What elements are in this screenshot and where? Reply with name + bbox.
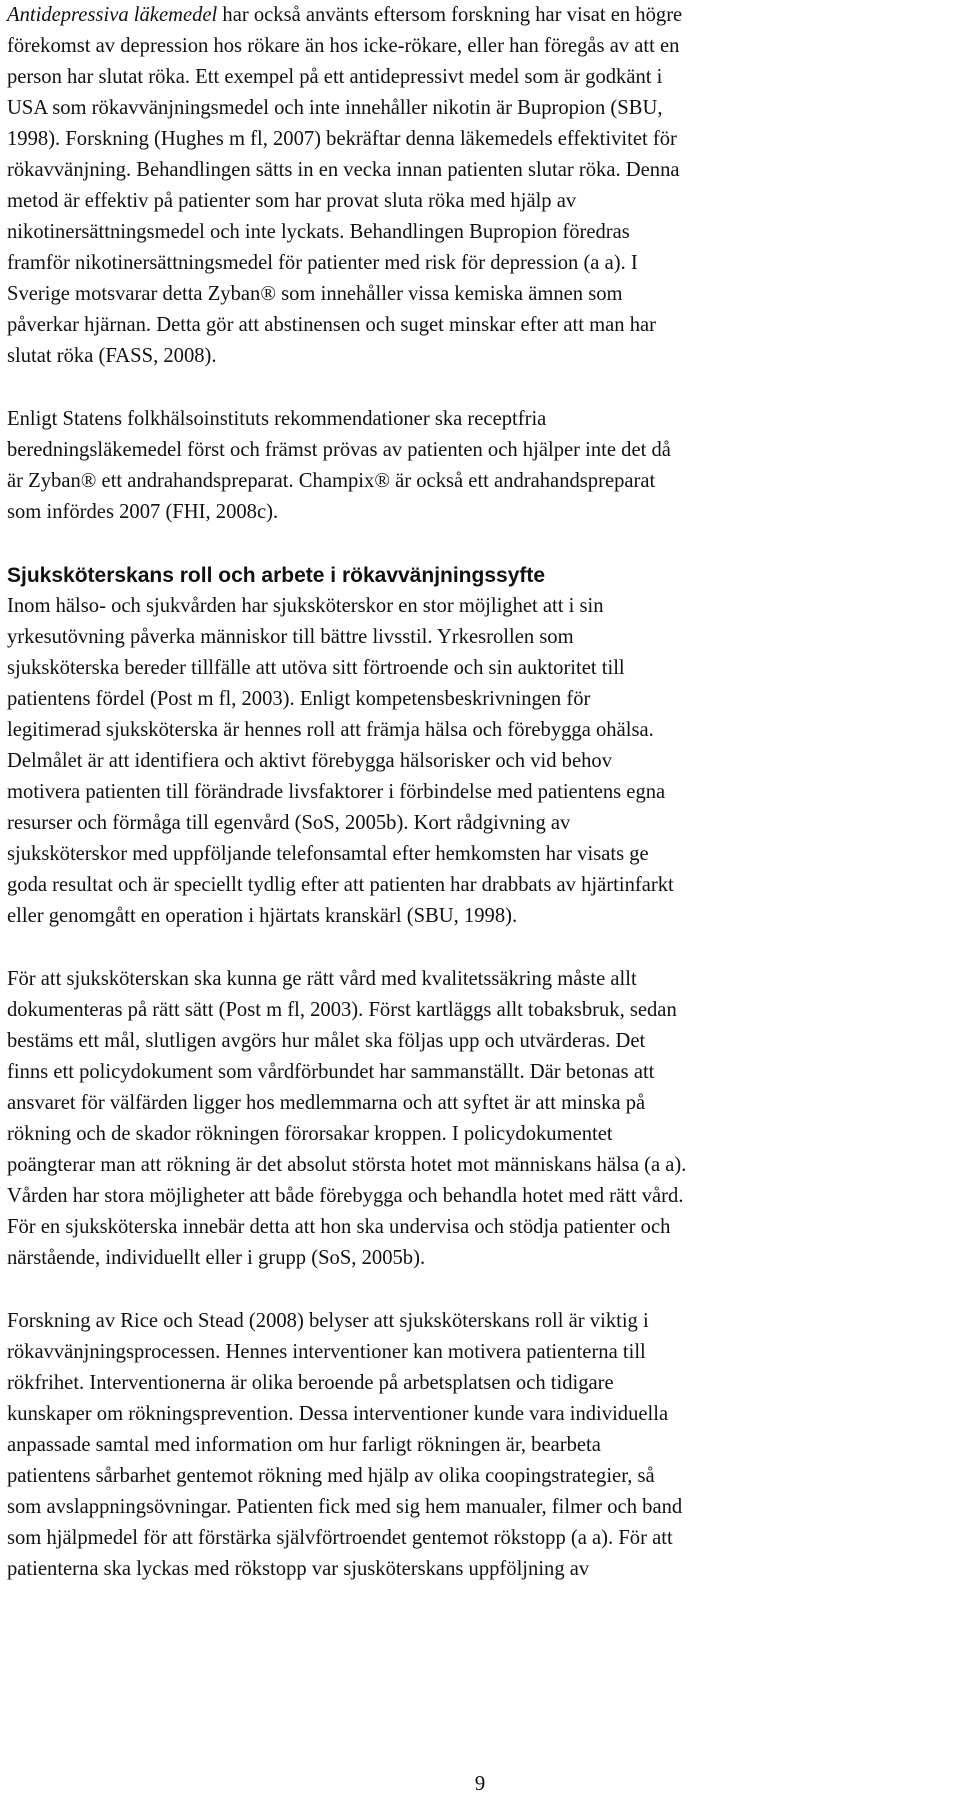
paragraph-spacer [7,1274,951,1306]
paragraph-nurse-role: Inom hälso- och sjukvården har sjuksköterskor en stor möjlighet att i sin yrkesutövning påverka människor till bättre livsstil. Yrkesrollen som sjuksköterska bereder tillfälle att utöva sitt förtroende och sin auktoritet till patientens fördel (Post m fl, 2003). Enligt kompetensbeskrivningen för legitimerad sjuksköterska är hennes roll att främja hälsa och förebygga ohälsa. Delmålet är att identifiera och aktivt förebygga hälsorisker och vid behov motivera patienten till förändrade livsfaktorer i förbindelse med patientens egna resurser och förmåga till egenvård (SoS, 2005b). Kort rådgivning av sjuksköterskor med uppföljande telefonsamtal efter hemkomsten har visats ge goda resultat och är speciellt tydlig efter att patienten har drabbats av hjärtinfarkt eller genomgått en operation i hjärtats kranskärl (SBU, 1998). [7,595,674,927]
paragraph-antidepressants [7,0,951,372]
italic-term: Antidepressiva läkemedel [7,4,218,26]
paragraph-antidepressants-text: har också använts eftersom forskning har visat en högre förekomst av depression hos rökare än hos icke-rökare, eller han föregås av att en person har slutat röka. Ett exempel på ett antidepressivt medel som är godkänt i USA som rökavvänjningsmedel och inte innehåller nikotin är Bupropion (SBU, 1998). Forskning (Hughes m fl, 2007) bekräftar denna läkemedels effektivitet för rökavvänjning. Behandlingen sätts in en vecka innan patienten slutar röka. Denna metod är effektiv på patienter som har provat sluta röka med hjälp av nikotinersättningsmedel och inte lyckats. Behandlingen Bupropion föredras framför nikotinersättningsmedel för patienter med risk för depression (a a). I Sverige motsvarar detta Zyban® som innehåller vissa kemiska ämnen som påverkar hjärnan. Detta gör att abstinensen och suget minskar efter att man har slutat röka (FASS, 2008). [7,4,683,367]
paragraph-spacer [7,372,951,404]
paragraph-documentation: För att sjuksköterskan ska kunna ge rätt vård med kvalitetssäkring måste allt dokumenteras på rätt sätt (Post m fl, 2003). Först kartläggs allt tobaksbruk, sedan bestäms ett mål, slutligen avgörs hur målet ska följas upp och utvärderas. Det finns ett policydokument som vårdförbundet har sammanställt. Där betonas att ansvaret för välfärden ligger hos medlemmarna och att syftet är att minska på rökning och de skador rökningen förorsakar kroppen. I policydokumentet poängterar man att rökning är det absolut största hotet mot människans hälsa (a a). Vården har stora möjligheter att både förebygga och behandla hotet med rätt vård. För en sjuksköterska innebär detta att hon ska undervisa och stödja patienter och närstående, individuellt eller i grupp (SoS, 2005b). [7,968,687,1269]
paragraph-fhi-recommendations: Enligt Statens folkhälsoinstituts rekommendationer ska receptfria beredningsläkemedel först och främst prövas av patienten och hjälper inte det då är Zyban® ett andrahandspreparat. Champix® är också ett andrahandspreparat som infördes 2007 (FHI, 2008c). [7,408,671,523]
page-number: 9 [474,1771,486,1795]
document-page [7,0,951,1585]
section-heading: Sjuksköterskans roll och arbete i rökavvänjningssyfte [7,564,546,587]
paragraph-spacer [7,932,951,964]
paragraph-spacer [7,528,951,560]
paragraph-rice-stead: Forskning av Rice och Stead (2008) belyser att sjuksköterskans roll är viktig i rökavvänjningsprocessen. Hennes interventioner kan motivera patienterna till rökfrihet. Interventionerna är olika beroende på arbetsplatsen och tidigare kunskaper om rökningsprevention. Dessa interventioner kunde vara individuella anpassade samtal med information om hur farligt rökningen är, bearbeta patientens sårbarhet gentemot rökning med hjälp av olika coopingstrategier, så som avslappningsövningar. Patienten fick med sig hem manualer, filmer och band som hjälpmedel för att förstärka självförtroendet gentemot rökstopp (a a). För att patienterna ska lyckas med rökstopp var sjusköterskans uppföljning av [7,1310,683,1580]
